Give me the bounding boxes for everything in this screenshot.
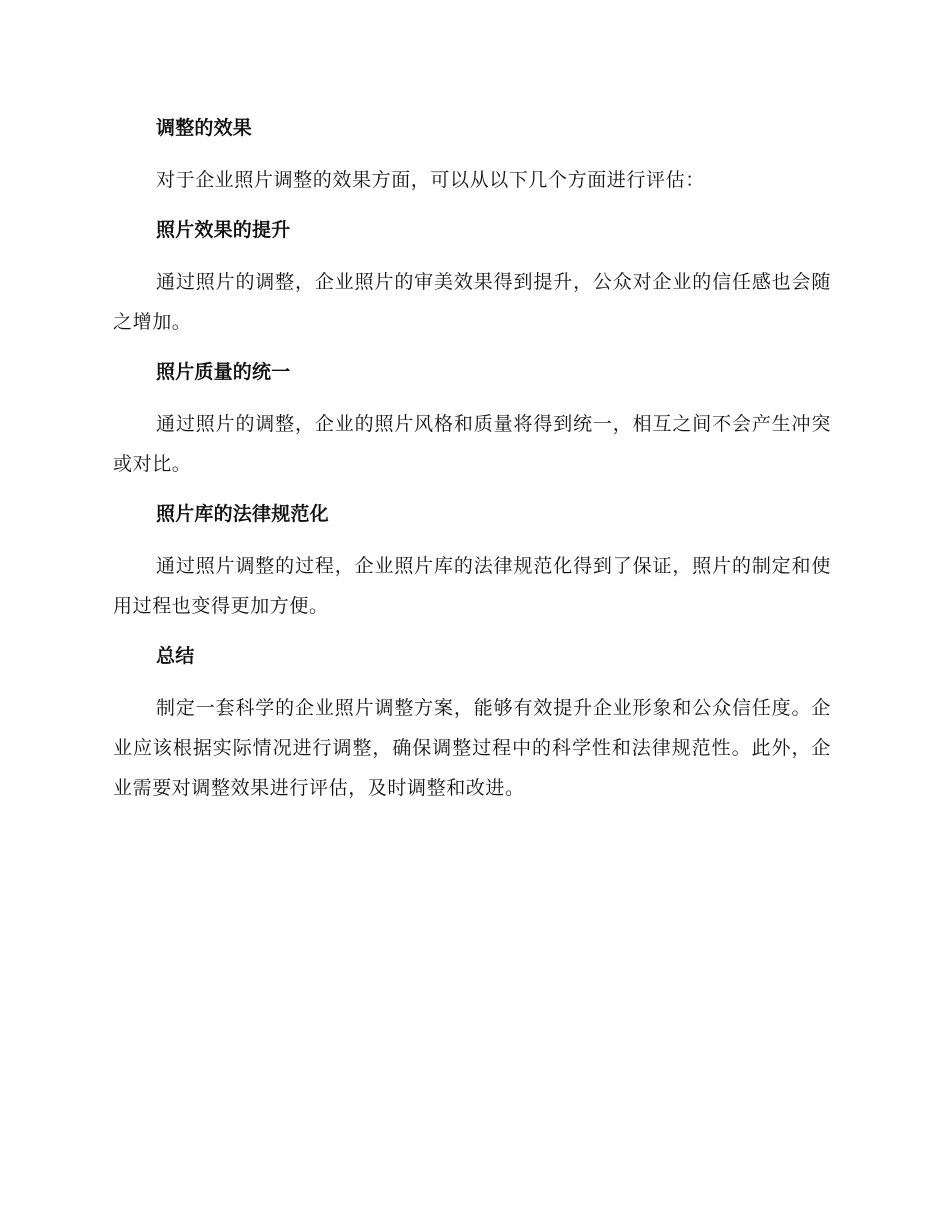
section-paragraph-photo-quality-unification: 通过照片的调整，企业的照片风格和质量将得到统一，相互之间不会产生冲突或对比。 xyxy=(113,413,831,475)
section-paragraph-adjustment-effect: 对于企业照片调整的效果方面，可以从以下几个方面进行评估： xyxy=(156,169,705,191)
section-heading-photo-quality-unification: 照片质量的统一 xyxy=(156,361,291,383)
section-heading-adjustment-effect: 调整的效果 xyxy=(156,117,253,139)
section-heading-photo-library-legal: 照片库的法律规范化 xyxy=(156,503,329,525)
section-heading-photo-effect-improvement: 照片效果的提升 xyxy=(156,219,291,241)
section-heading-summary: 总结 xyxy=(156,645,195,667)
section-paragraph-summary: 制定一套科学的企业照片调整方案，能够有效提升企业形象和公众信任度。企业应该根据实际情况进行调整，确保调整过程中的科学性和法律规范性。此外，企业需要对调整效果进行评估，及时调整和改进。 xyxy=(113,697,831,799)
section-paragraph-photo-library-legal: 通过照片调整的过程，企业照片库的法律规范化得到了保证，照片的制定和使用过程也变得更加方便。 xyxy=(113,555,831,617)
document-body xyxy=(113,112,831,808)
section-paragraph-photo-effect-improvement: 通过照片的调整，企业照片的审美效果得到提升，公众对企业的信任感也会随之增加。 xyxy=(113,271,831,333)
